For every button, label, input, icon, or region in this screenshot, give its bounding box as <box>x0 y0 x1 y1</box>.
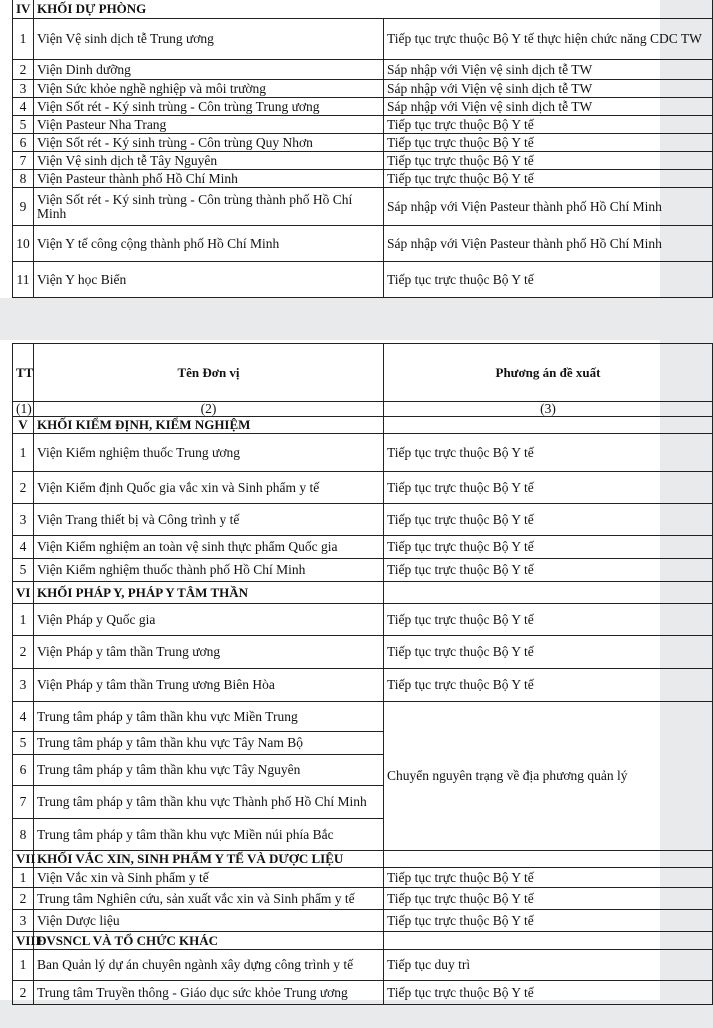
unit-name: Viện Sốt rét - Ký sinh trùng - Côn trùng Quy Nhơn <box>34 134 384 152</box>
section-row <box>13 932 713 950</box>
proposal: Sáp nhập với Viện vệ sinh dịch tễ TW <box>384 98 713 116</box>
unit-name: Trung tâm pháp y tâm thần khu vực Tây Nam Bộ <box>34 732 384 755</box>
proposal: Tiếp tục trực thuộc Bộ Y tế <box>384 868 713 888</box>
unit-name: Viện Pasteur Nha Trang <box>34 116 384 134</box>
unit-name: Trung tâm Nghiên cứu, sản xuất vắc xin và Sinh phẩm y tế <box>34 888 384 910</box>
row-number: 2 <box>13 981 34 1005</box>
unit-name: Viện Dược liệu <box>34 910 384 932</box>
unit-name: Trung tâm pháp y tâm thần khu vực Tây Nguyên <box>34 755 384 786</box>
section-row <box>13 0 713 19</box>
row-number: 3 <box>13 910 34 932</box>
row-number: 1 <box>13 434 34 472</box>
table-row <box>13 170 713 188</box>
proposal: Tiếp tục trực thuộc Bộ Y tế <box>384 152 713 170</box>
row-number: 3 <box>13 669 34 702</box>
table-row <box>13 636 713 669</box>
table-row <box>13 702 713 732</box>
row-number: 4 <box>13 98 34 116</box>
unit-name: Trung tâm pháp y tâm thần khu vực Thành phố Hồ Chí Minh <box>34 786 384 819</box>
proposal: Tiếp tục trực thuộc Bộ Y tế <box>384 170 713 188</box>
row-number: 8 <box>13 819 34 851</box>
table-row <box>13 559 713 582</box>
proposal: Sáp nhập với Viện vệ sinh dịch tễ TW <box>384 60 713 80</box>
unit-name: Viện Vệ sinh dịch tễ Trung ương <box>34 19 384 60</box>
row-number: 6 <box>13 755 34 786</box>
table-row <box>13 888 713 910</box>
row-number: 10 <box>13 226 34 262</box>
header-unit-name: Tên Đơn vị <box>34 344 384 402</box>
unit-name: Viện Kiểm nghiệm thuốc thành phố Hồ Chí Minh <box>34 559 384 582</box>
table-row <box>13 472 713 504</box>
row-number: 1 <box>13 604 34 636</box>
proposal: Tiếp tục trực thuộc Bộ Y tế <box>384 434 713 472</box>
section-title: ĐVSNCL VÀ TỔ CHỨC KHÁC <box>34 932 384 950</box>
table-row <box>13 434 713 472</box>
proposal: Tiếp tục trực thuộc Bộ Y tế <box>384 504 713 536</box>
table-row <box>13 950 713 981</box>
section-number: IV <box>13 0 34 19</box>
row-number: 1 <box>13 19 34 60</box>
table-row <box>13 604 713 636</box>
table-header <box>13 344 713 402</box>
table-row <box>13 188 713 226</box>
proposal: Sáp nhập với Viện vệ sinh dịch tễ TW <box>384 80 713 98</box>
unit-name: Viện Kiểm nghiệm an toàn vệ sinh thực phẩm Quốc gia <box>34 536 384 559</box>
row-number: 2 <box>13 60 34 80</box>
unit-name: Viện Sốt rét - Ký sinh trùng - Côn trùng Trung ương <box>34 98 384 116</box>
section-title: KHỐI DỰ PHÒNG <box>34 0 713 19</box>
column-number-row <box>13 402 713 417</box>
document-page-1 <box>0 0 702 298</box>
table-row <box>13 868 713 888</box>
proposal-merged: Chuyển nguyên trạng về địa phương quản lý <box>384 702 713 851</box>
proposal: Sáp nhập với Viện Pasteur thành phố Hồ Chí Minh <box>384 226 713 262</box>
unit-name: Viện Sức khỏe nghề nghiệp và môi trường <box>34 80 384 98</box>
row-number: 9 <box>13 188 34 226</box>
proposal: Tiếp tục trực thuộc Bộ Y tế <box>384 116 713 134</box>
document-page-2 <box>0 340 660 1000</box>
row-number: 5 <box>13 732 34 755</box>
proposal: Tiếp tục trực thuộc Bộ Y tế <box>384 888 713 910</box>
proposal: Tiếp tục trực thuộc Bộ Y tế <box>384 636 713 669</box>
table-row <box>13 19 713 60</box>
unit-name: Viện Sốt rét - Ký sinh trùng - Côn trùng thành phố Hồ Chí Minh <box>34 188 384 226</box>
table-row <box>13 262 713 298</box>
row-number: 2 <box>13 888 34 910</box>
unit-name: Viện Kiểm định Quốc gia vắc xin và Sinh phẩm y tế <box>34 472 384 504</box>
row-number: 4 <box>13 536 34 559</box>
header-tt: TT <box>13 344 34 402</box>
table-row <box>13 60 713 80</box>
column-number: (2) <box>34 402 384 417</box>
row-number: 7 <box>13 786 34 819</box>
proposal: Tiếp tục trực thuộc Bộ Y tế <box>384 262 713 298</box>
section-row <box>13 582 713 604</box>
row-number: 8 <box>13 170 34 188</box>
table-row <box>13 98 713 116</box>
table-row <box>13 981 713 1005</box>
section-number: VII <box>13 851 34 868</box>
unit-name: Trung tâm pháp y tâm thần khu vực Miền Trung <box>34 702 384 732</box>
row-number: 6 <box>13 134 34 152</box>
row-number: 2 <box>13 472 34 504</box>
table-row <box>13 504 713 536</box>
proposal: Tiếp tục trực thuộc Bộ Y tế <box>384 472 713 504</box>
row-number: 7 <box>13 152 34 170</box>
unit-name: Viện Pháp y Quốc gia <box>34 604 384 636</box>
row-number: 5 <box>13 559 34 582</box>
table-row <box>13 669 713 702</box>
unit-name: Viện Trang thiết bị và Công trình y tế <box>34 504 384 536</box>
proposal: Tiếp tục trực thuộc Bộ Y tế <box>384 559 713 582</box>
section-row <box>13 417 713 434</box>
section-row <box>13 851 713 868</box>
table-row <box>13 910 713 932</box>
table-row <box>13 152 713 170</box>
unit-name: Viện Y tế công cộng thành phố Hồ Chí Minh <box>34 226 384 262</box>
section-title: KHỐI PHÁP Y, PHÁP Y TÂM THẦN <box>34 582 384 604</box>
row-number: 3 <box>13 504 34 536</box>
table-row <box>13 134 713 152</box>
unit-name: Viện Dinh dưỡng <box>34 60 384 80</box>
unit-name: Ban Quản lý dự án chuyên ngành xây dựng công trình y tế <box>34 950 384 981</box>
row-number: 11 <box>13 262 34 298</box>
unit-name: Viện Pasteur thành phố Hồ Chí Minh <box>34 170 384 188</box>
section-title: KHỐI KIỂM ĐỊNH, KIỂM NGHIỆM <box>34 417 384 434</box>
proposal: Tiếp tục duy trì <box>384 950 713 981</box>
unit-name: Viện Pháp y tâm thần Trung ương <box>34 636 384 669</box>
unit-name: Trung tâm pháp y tâm thần khu vực Miền núi phía Bắc <box>34 819 384 851</box>
row-number: 1 <box>13 868 34 888</box>
proposal: Tiếp tục trực thuộc Bộ Y tế <box>384 981 713 1005</box>
unit-name: Viện Pháp y tâm thần Trung ương Biên Hòa <box>34 669 384 702</box>
proposal: Tiếp tục trực thuộc Bộ Y tế thực hiện chức năng CDC TW <box>384 19 713 60</box>
unit-table-part-2 <box>12 343 713 1005</box>
column-number: (1) <box>13 402 34 417</box>
row-number: 3 <box>13 80 34 98</box>
proposal: Tiếp tục trực thuộc Bộ Y tế <box>384 669 713 702</box>
unit-name: Viện Y học Biển <box>34 262 384 298</box>
section-number: VI <box>13 582 34 604</box>
unit-name: Viện Vệ sinh dịch tễ Tây Nguyên <box>34 152 384 170</box>
unit-name: Viện Kiểm nghiệm thuốc Trung ương <box>34 434 384 472</box>
proposal: Tiếp tục trực thuộc Bộ Y tế <box>384 536 713 559</box>
row-number: 5 <box>13 116 34 134</box>
proposal: Tiếp tục trực thuộc Bộ Y tế <box>384 910 713 932</box>
unit-name: Trung tâm Truyền thông - Giáo dục sức khỏe Trung ương <box>34 981 384 1005</box>
unit-table-part-1 <box>12 0 713 298</box>
row-number: 2 <box>13 636 34 669</box>
proposal: Tiếp tục trực thuộc Bộ Y tế <box>384 604 713 636</box>
unit-name: Viện Vắc xin và Sinh phẩm y tế <box>34 868 384 888</box>
row-number: 1 <box>13 950 34 981</box>
section-title: KHỐI VẮC XIN, SINH PHẨM Y TẾ VÀ DƯỢC LIỆU <box>34 851 384 868</box>
table-row <box>13 116 713 134</box>
column-number: (3) <box>384 402 713 417</box>
table-row <box>13 226 713 262</box>
table-row <box>13 80 713 98</box>
header-proposal: Phương án đề xuất <box>384 344 713 402</box>
row-number: 4 <box>13 702 34 732</box>
table-row <box>13 536 713 559</box>
section-number: VIII <box>13 932 34 950</box>
section-number: V <box>13 417 34 434</box>
proposal: Tiếp tục trực thuộc Bộ Y tế <box>384 134 713 152</box>
proposal: Sáp nhập với Viện Pasteur thành phố Hồ Chí Minh <box>384 188 713 226</box>
